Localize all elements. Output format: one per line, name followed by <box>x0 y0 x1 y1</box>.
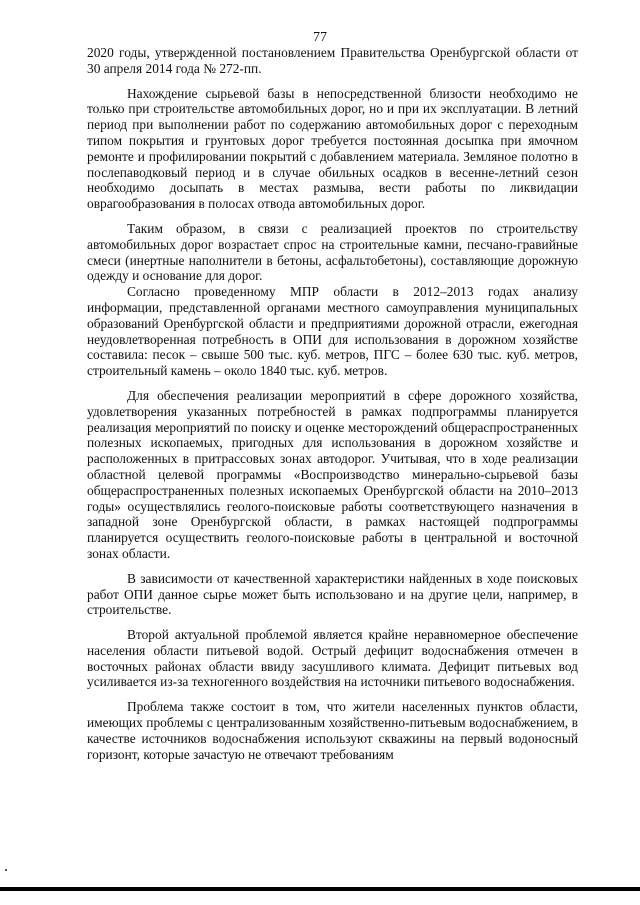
scan-speck <box>5 869 7 871</box>
page-number: 77 <box>313 30 327 45</box>
paragraph-raw-material-base: Нахождение сырьевой базы в непосредственной близости необходимо не только при строительстве автомобильных дорог, но и при их эксплуатации. В летний период при выполнении работ по содержанию автомобильных дорог с переходным типом покрытия и грунтовых дорог требуется постоянная досыпка при ямочном ремонте и профилировании покрытий с добавлением материала. Земляное полотно в послепаводковый период и в случае обильных осадков в весенне-летний сезон необходимо досыпать в местах размыва, вести работы по ликвидации оврагообразования в полосах отвода автомобильных дорог. <box>87 85 578 212</box>
paragraph-other-uses: В зависимости от качественной характеристики найденных в ходе поисковых работ ОПИ данное сырье может быть использовано и на другие цели, например, в строительстве. <box>87 570 578 618</box>
paragraph-drinking-water: Второй актуальной проблемой является крайне неравномерное обеспечение населения области питьевой водой. Острый дефицит водоснабжения отмечен в восточных районах области ввиду засушливого климата. Дефицит питьевых вод усиливается из-за техногенного воздействия на источники питьевого водоснабжения. <box>87 627 578 690</box>
paragraph-mpr-analysis: Согласно проведенному МПР области в 2012–2013 годах анализу информации, представленной органами местного самоуправления муниципальных образований Оренбургской области и предприятиями дорожной отрасли, ежегодная неудовлетворенная потребность в ОПИ для использования в дорожном хозяйстве составила: песок – свыше 500 тыс. куб. метров, ПГС – более 630 тыс. куб. метров, строительный камень – около 1840 тыс. куб. метров. <box>87 284 578 379</box>
paragraph-road-demand: Таким образом, в связи с реализацией проектов по строительству автомобильных дорог возрастает спрос на строительные камни, песчано-гравийные смеси (инертные наполнители в бетоны, асфальтобетоны), составляющие дорожную одежду и основание для дорог. <box>87 220 578 284</box>
paragraph-subprogram-measures: Для обеспечения реализации мероприятий в сфере дорожного хозяйства, удовлетворения указанных потребностей в рамках подпрограммы планируется реализация мероприятий по поиску и оценке месторождений общераспространенных полезных ископаемых, пригодных для использования в дорожном хозяйстве и расположенных в притрассовых зонах автодорог. Учитывая, что в ходе реализации областной целевой программы «Воспроизводство минерально-сырьевой базы общераспространенных полезных ископаемых Оренбургской области на 2010–2013 годы» осуществлялись геолого-поисковые работы соответствующего назначения в западной зоне Оренбургской области, в рамках настоящей подпрограммы планируется осуществить геолого-поисковые работы в центральной и восточной зонах области. <box>87 387 578 561</box>
body-text <box>87 45 578 762</box>
paragraph-water-supply-problem: Проблема также состоит в том, что жители населенных пунктов области, имеющих проблемы с централизованным хозяйственно-питьевым водоснабжением, в качестве источников водоснабжения используют скважины на первый водоносный горизонт, которые зачастую не отвечают требованиям <box>87 699 578 762</box>
paragraph-continuation: 2020 годы, утвержденной постановлением Правительства Оренбургской области от 30 апреля 2014 года № 272-пп. <box>87 45 578 76</box>
bottom-scan-border <box>0 887 640 891</box>
